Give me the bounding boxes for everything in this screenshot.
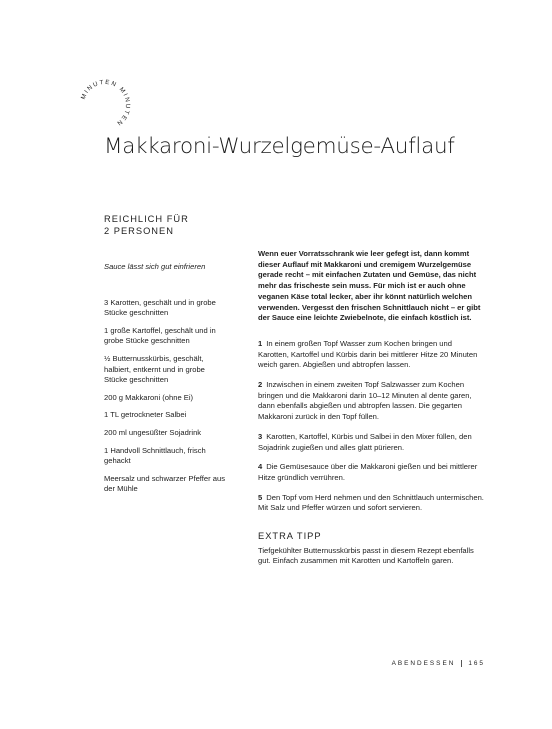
- step-text: Den Topf vom Herd nehmen und den Schnittlauch untermischen. Mit Salz und Pfeffer würzen und sofort servieren.: [258, 492, 484, 513]
- ingredient-item: 3 Karotten, geschält und in grobe Stücke geschnitten: [104, 297, 216, 318]
- ingredient-item: 200 ml ungesüßter Sojadrink: [104, 427, 202, 437]
- method-step: [258, 339, 484, 371]
- serves-line-2: 2 PERSONEN: [104, 225, 174, 236]
- serves-label: [104, 214, 189, 237]
- step-text: Inzwischen in einem zweiten Topf Salzwasser zum Kochen bringen und die Makkaroni darin 10–12 Minuten al dente garen, dann ebenfalls abgießen und abtropfen lassen. Die gegarten Makkaroni zurück in den Topf füllen.: [258, 380, 472, 422]
- recipe-title: Makkaroni-Wurzelgemüse-Auflauf: [104, 134, 455, 159]
- step-text: In einem großen Topf Wasser zum Kochen bringen und Karotten, Kartoffel und Kürbis darin bei mittlerer Hitze 20 Minuten weich garen. Abgießen und abtropfen lassen.: [258, 338, 478, 370]
- method-column: [258, 249, 484, 567]
- footer-section: ABENDESSEN: [391, 660, 456, 668]
- minuten-circle-text-icon: [70, 70, 140, 140]
- badge-text: MINUTEN MINUTEN: [79, 78, 132, 128]
- recipe-intro: Wenn euer Vorratsschrank wie leer gefegt ist, dann kommt dieser Auflauf mit Makkaroni und cremigem Wurzelgemüse gerade recht – mit einfachen Zutaten und Gemüse, das nicht mehr das frischeste sein muss. Für mich ist er auch ohne veganen Käse total lecker, aber ihr könnt natürlich welchen verwenden. Vergesst den frischen Schnittlauch nicht – er gibt der Sauce eine leichte Zwiebelnote, die einfach köstlich ist.: [258, 249, 481, 323]
- method-step: [258, 380, 484, 423]
- ingredients-list: [104, 262, 228, 495]
- freeze-note: Sauce lässt sich gut einfrieren: [104, 262, 206, 271]
- page-number: 165: [468, 660, 485, 668]
- step-number: 3: [258, 431, 263, 441]
- step-number: 1: [258, 338, 263, 348]
- minuten-badge: [70, 70, 140, 140]
- extra-tip-heading: EXTRA TIPP: [258, 531, 322, 542]
- serves-line-1: REICHLICH FÜR: [104, 214, 189, 224]
- step-number: 4: [258, 462, 263, 472]
- footer-divider: [461, 660, 462, 667]
- method-step: [258, 493, 484, 514]
- ingredient-item: 200 g Makkaroni (ohne Ei): [104, 392, 194, 402]
- step-text: Karotten, Kartoffel, Kürbis und Salbei in den Mixer füllen, den Sojadrink zugießen und alles glatt pürieren.: [258, 431, 472, 452]
- ingredient-item: 1 große Kartoffel, geschält und in grobe Stücke geschnitten: [104, 325, 216, 346]
- method-step: [258, 462, 484, 483]
- ingredient-item: Meersalz und schwarzer Pfeffer aus der Mühle: [104, 473, 225, 494]
- page-footer: [392, 660, 485, 667]
- step-number: 2: [258, 380, 263, 390]
- ingredient-item: ½ Butternusskürbis, geschält, halbiert, entkernt und in grobe Stücke geschnitten: [104, 353, 205, 385]
- ingredient-item: 1 Handvoll Schnittlauch, frisch gehackt: [104, 445, 206, 466]
- step-text: Die Gemüsesauce über die Makkaroni gießen und bei mittlerer Hitze gründlich verrühren.: [258, 462, 478, 482]
- extra-tip-text: Tiefgekühlter Butternusskürbis passt in diesem Rezept ebenfalls gut. Einfach zusammen mit Karotten und Kartoffeln garen.: [258, 545, 474, 566]
- method-step: [258, 432, 484, 453]
- step-number: 5: [258, 492, 263, 502]
- ingredient-item: 1 TL getrockneter Salbei: [104, 410, 187, 420]
